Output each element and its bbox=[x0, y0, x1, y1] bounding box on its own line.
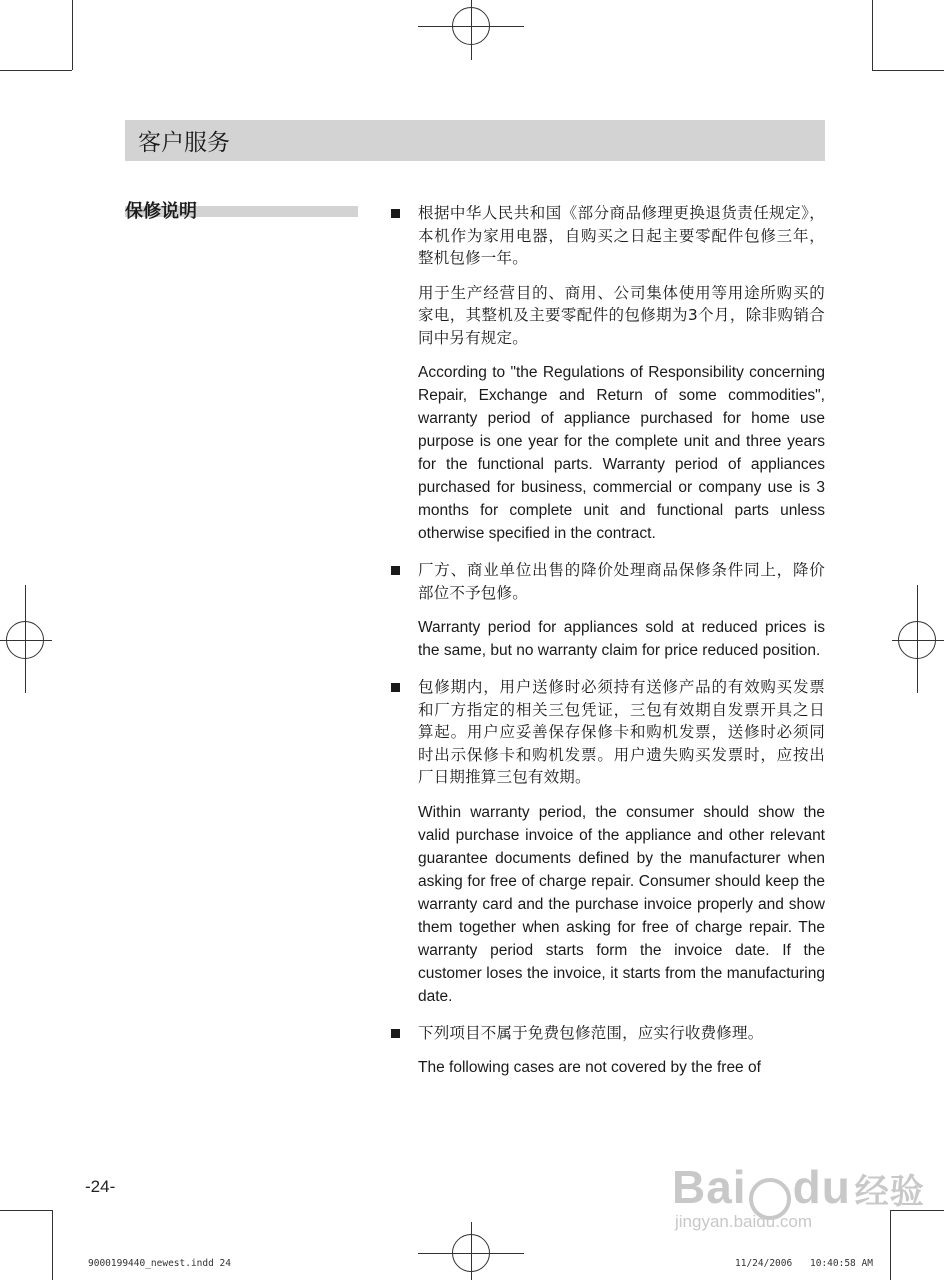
footer-filename: 9000199440_newest.indd 24 bbox=[88, 1258, 231, 1269]
crop-mark bbox=[890, 1210, 891, 1280]
paragraph-en: The following cases are not covered by the free of bbox=[418, 1059, 761, 1076]
watermark-logo-cn: 经验 bbox=[854, 1173, 925, 1211]
crop-mark bbox=[872, 0, 873, 70]
list-item bbox=[389, 559, 825, 662]
registration-circle-icon bbox=[898, 621, 936, 659]
list-item bbox=[389, 676, 825, 1008]
header-band bbox=[125, 120, 825, 161]
registration-circle-icon bbox=[6, 621, 44, 659]
page-title: 客户服务 bbox=[138, 130, 230, 156]
list-item bbox=[389, 202, 825, 545]
section-heading bbox=[125, 197, 358, 221]
square-bullet-icon bbox=[391, 209, 400, 218]
paragraph-cn: 用于生产经营目的、商用、公司集体使用等用途所购买的家电，其整机及主要零配件的包修期为3个月，除非购销合同中另有规定。 bbox=[418, 283, 825, 347]
paragraph-en: Warranty period for appliances sold at reduced prices is the same, but no warranty claim for price reduced position. bbox=[418, 619, 825, 659]
baidu-watermark bbox=[672, 1160, 925, 1231]
paragraph-en: Within warranty period, the consumer should show the valid purchase invoice of the appliance and other relevant guarantee documents defined by the manufacturer when asking for free of charge repair. Consumer should keep the warranty card and the purchase invoice properly and show them together when asking for free of charge repair. The warranty period starts form the invoice date. If the customer loses the invoice, it starts from the manufacturing date. bbox=[418, 803, 825, 1005]
crop-mark bbox=[0, 70, 72, 71]
paragraph-cn: 根据中华人民共和国《部分商品修理更换退货责任规定》，本机作为家用电器，自购买之日起主要零配件包修三年，整机包修一年。 bbox=[418, 204, 825, 267]
paragraph-cn: 包修期内，用户送修时必须持有送修产品的有效购买发票和厂方指定的相关三包凭证，三包有效期自发票开具之日算起。用户应妥善保存保修卡和购机发票，送修时必须同时出示保修卡和购机发票。用户遗失购买发票时，应按出厂日期推算三包有效期。 bbox=[418, 678, 825, 786]
page-number: -24- bbox=[85, 1177, 116, 1196]
square-bullet-icon bbox=[391, 566, 400, 575]
watermark-logo-right: du bbox=[792, 1161, 851, 1213]
footer-time: 10:40:58 AM bbox=[810, 1258, 873, 1269]
square-bullet-icon bbox=[391, 683, 400, 692]
paragraph-cn: 厂方、商业单位出售的降价处理商品保修条件同上，降价部位不予包修。 bbox=[418, 561, 825, 602]
footer-date: 11/24/2006 bbox=[735, 1258, 793, 1269]
warranty-content bbox=[389, 202, 825, 1093]
watermark-logo-left: Bai bbox=[672, 1161, 747, 1213]
paragraph-cn: 下列项目不属于免费包修范围，应实行收费修理。 bbox=[418, 1023, 764, 1042]
square-bullet-icon bbox=[391, 1029, 400, 1038]
section-title: 保修说明 bbox=[125, 201, 197, 222]
crop-mark bbox=[72, 0, 73, 70]
registration-circle-icon bbox=[452, 7, 490, 45]
crop-mark bbox=[872, 70, 944, 71]
paragraph-en: According to "the Regulations of Responsibility concerning Repair, Exchange and Return of some commodities", warranty period of appliance purchased for home use purpose is one year for the complete unit and three years for the functional parts. Warranty period of appliances purchased for business, commercial or company use is 3 months for complete unit and functional parts unless otherwise specified in the contract. bbox=[418, 364, 825, 542]
crop-mark bbox=[0, 1210, 52, 1211]
watermark-url: jingyan.baidu.com bbox=[675, 1212, 813, 1231]
list-item bbox=[389, 1022, 825, 1080]
crop-mark bbox=[52, 1210, 53, 1280]
registration-circle-icon bbox=[452, 1234, 490, 1272]
